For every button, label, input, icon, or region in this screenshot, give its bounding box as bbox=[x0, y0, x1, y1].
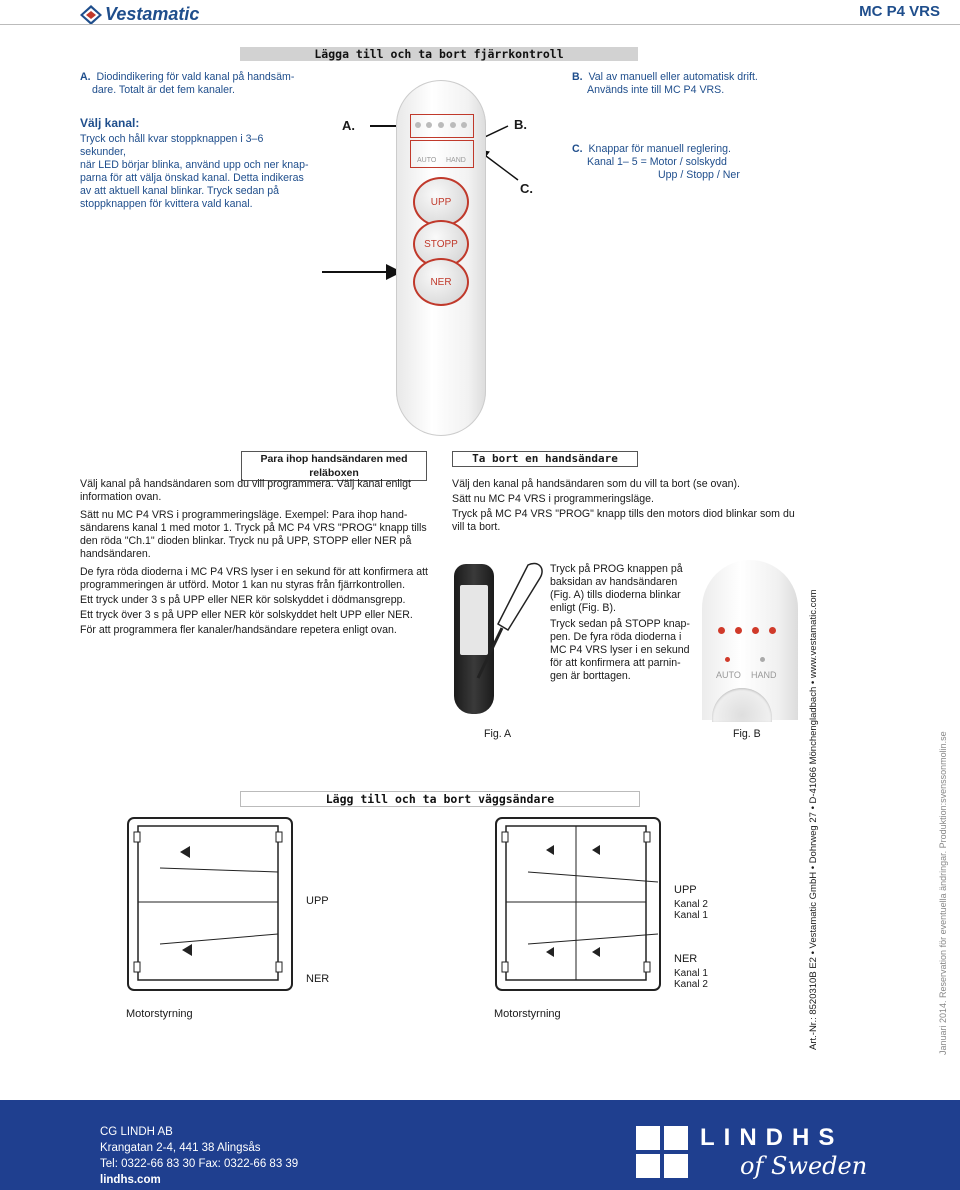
note-b-line2: Används inte till MC P4 VRS. bbox=[587, 84, 725, 96]
led-4 bbox=[450, 122, 456, 128]
pair-p3-l2: programmeringen är utförd. Motor 1 kan nu styras från fjärrkontrollen. bbox=[80, 579, 406, 591]
footer-contact bbox=[100, 1124, 298, 1188]
valj-kanal-line: av att aktuell kanal blinkar. Tryck sedan på bbox=[80, 185, 280, 197]
pair-p6: För att programmera fler kanaler/handsändare repetera enligt ovan. bbox=[80, 624, 397, 636]
led-2 bbox=[426, 122, 432, 128]
remote-stopp-label: STOPP bbox=[424, 238, 458, 250]
model-title: MC P4 VRS bbox=[859, 3, 940, 20]
valj-kanal-line: Tryck och håll kvar stoppknappen i 3–6 sekunder, bbox=[80, 133, 264, 158]
remove-p2: Sätt nu MC P4 VRS i programmeringsläge. bbox=[452, 493, 654, 505]
pair-p1-l1: Välj kanal på handsändaren som du vill programmera. Välj kanal enligt bbox=[80, 478, 411, 490]
fig-b-caption: Fig. B bbox=[733, 728, 761, 740]
note-c-letter: C. bbox=[572, 143, 583, 155]
wall-left-ner: NER bbox=[306, 973, 330, 985]
section-title-pair: Para ihop handsändaren med reläboxen bbox=[241, 451, 427, 481]
pair-p2-l1: Sätt nu MC P4 VRS i programmeringsläge. Exempel: Para ihop hand- bbox=[80, 509, 408, 521]
footer-web[interactable]: lindhs.com bbox=[100, 1174, 161, 1186]
header-rule bbox=[0, 24, 960, 25]
wall-right-ner-k1: Kanal 1 bbox=[674, 968, 708, 979]
pair-p2-l2: sändarens kanal 1 med motor 1. Tryck på MC P4 VRS "PROG" knapp tills bbox=[80, 522, 427, 534]
wall-right-upp-k1: Kanal 1 bbox=[674, 910, 708, 921]
fig-instr-line: enligt (Fig. B). bbox=[550, 602, 616, 614]
pair-p4: Ett tryck under 3 s på UPP eller NER kör solskyddet i dödmansgrepp. bbox=[80, 594, 406, 606]
fig-instr-line: Tryck sedan på STOPP knap- bbox=[550, 618, 690, 630]
pair-p1-l2: information ovan. bbox=[80, 491, 162, 503]
fig-instr-line: för att konfirmera att parnin- bbox=[550, 657, 681, 669]
brand-name: Vestamatic bbox=[105, 4, 200, 24]
remove-p1: Välj den kanal på handsändaren som du vill ta bort (se ovan). bbox=[452, 478, 740, 490]
wall-right-ner-k2: Kanal 2 bbox=[674, 979, 708, 990]
footer-name: CG LINDH AB bbox=[100, 1126, 173, 1138]
fig-instructions bbox=[550, 563, 695, 683]
fig-b-led-3 bbox=[752, 627, 759, 634]
pair-p5: Ett tryck över 3 s på UPP eller NER kör solskyddet helt UPP eller NER. bbox=[80, 609, 413, 621]
note-b-letter: B. bbox=[572, 71, 583, 83]
footer-phone: Tel: 0322-66 83 30 Fax: 0322-66 83 39 bbox=[100, 1158, 299, 1170]
pair-p2-l3: den röda "Ch.1" dioden blinkar. Tryck nu på UPP, STOPP eller NER på bbox=[80, 535, 412, 547]
valj-kanal-line: stoppknappen för kvittera vald kanal. bbox=[80, 198, 253, 210]
remote-ner-button[interactable] bbox=[413, 258, 469, 306]
fig-instr-line: Tryck på PROG knappen på bbox=[550, 563, 683, 575]
section-title-wall: Lägg till och ta bort väggsändare bbox=[240, 791, 640, 807]
wall-right-ner: NER bbox=[674, 953, 698, 965]
pair-p2-l4: handsändaren. bbox=[80, 548, 151, 560]
fig-b-led-1 bbox=[718, 627, 725, 634]
fig-b-hand: HAND bbox=[751, 670, 777, 680]
footer-address: Krangatan 2-4, 441 38 Alingsås bbox=[100, 1142, 261, 1154]
valj-kanal-line: parna för att välja önskad kanal. Detta indikeras bbox=[80, 172, 304, 184]
fig-a-caption: Fig. A bbox=[484, 728, 512, 740]
remote-label-c: C. bbox=[520, 181, 533, 196]
remote-auto-label: AUTO bbox=[417, 157, 437, 164]
fig-b-led-4 bbox=[769, 627, 776, 634]
note-c bbox=[572, 143, 792, 182]
fig-instr-line: gen är borttagen. bbox=[550, 670, 631, 682]
lindhs-logo-icon bbox=[636, 1126, 690, 1180]
wall-right-upp: UPP bbox=[674, 884, 697, 896]
valj-kanal-line: när LED börjar blinka, använd upp och ner knap- bbox=[80, 159, 309, 171]
lindhs-logo-script: of Sweden bbox=[740, 1152, 868, 1180]
side-company-info: Art.-Nr.: 8520310B E2 • Vestamatic GmbH • Dohrweg 27 • D-41066 Mönchengladbach • www.vestamatic.com bbox=[808, 589, 819, 1050]
remote-label-a: A. bbox=[342, 118, 355, 133]
vestamatic-logo-icon bbox=[80, 5, 102, 25]
pair-p3-l1: De fyra röda dioderna i MC P4 VRS lyser i en sekund för att konfirmera att bbox=[80, 566, 428, 578]
fig-b-led-auto bbox=[725, 657, 730, 662]
led-3 bbox=[438, 122, 444, 128]
fig-instr-line: MC P4 VRS lyser i en sekund bbox=[550, 644, 690, 656]
note-a-letter: A. bbox=[80, 71, 91, 83]
led-1 bbox=[415, 122, 421, 128]
wall-switch-left bbox=[120, 812, 300, 1002]
remote-label-b: B. bbox=[514, 117, 527, 132]
note-a-line1: Diodindikering för vald kanal på handsäm- bbox=[96, 71, 295, 83]
wall-left-upp: UPP bbox=[306, 895, 329, 907]
pair-text bbox=[80, 478, 435, 637]
led-5 bbox=[461, 122, 467, 128]
valj-kanal bbox=[80, 116, 310, 211]
note-c-line3: Upp / Stopp / Ner bbox=[658, 169, 740, 181]
note-c-line1: Knappar för manuell reglering. bbox=[588, 143, 731, 155]
note-a-line2: dare. Totalt är det fem kanaler. bbox=[92, 84, 235, 96]
remote-upp-label: UPP bbox=[430, 196, 452, 208]
fig-b-auto: AUTO bbox=[716, 670, 741, 680]
section-title-remove: Ta bort en handsändare bbox=[452, 451, 638, 467]
fig-b-led-2 bbox=[735, 627, 742, 634]
wall-right-upp-k2: Kanal 2 bbox=[674, 899, 708, 910]
note-b-line1: Val av manuell eller automatisk drift. bbox=[588, 71, 758, 83]
note-c-line2: Kanal 1– 5 = Motor / solskydd bbox=[587, 156, 727, 168]
fig-instr-line: pen. De fyra röda dioderna i bbox=[550, 631, 682, 643]
wall-left-caption: Motorstyrning bbox=[126, 1008, 193, 1020]
lindhs-logo-text: LINDHS bbox=[700, 1124, 844, 1151]
fig-b-led-hand bbox=[760, 657, 765, 662]
remove-p3-l1: Tryck på MC P4 VRS "PROG" knapp tills den motors diod blinkar som du bbox=[452, 508, 795, 520]
section-title-remote: Lägga till och ta bort fjärrkontroll bbox=[240, 47, 638, 61]
fig-instr-line: (Fig. A) tills dioderna blinkar bbox=[550, 589, 681, 601]
screwdriver-icon bbox=[468, 560, 548, 690]
wall-switch-right bbox=[488, 812, 668, 1002]
fig-instr-line: baksidan av handsändaren bbox=[550, 576, 678, 588]
remote-hand-label: HAND bbox=[446, 157, 466, 164]
remote-ner-label: NER bbox=[430, 276, 452, 288]
remove-text bbox=[452, 478, 802, 534]
footer bbox=[0, 1100, 960, 1190]
note-b bbox=[572, 71, 792, 97]
wall-right-caption: Motorstyrning bbox=[494, 1008, 561, 1020]
side-note: Januari 2014. Reservation för eventuella ändringar. Produktion:svenssonmolin.se bbox=[938, 731, 948, 1055]
note-a bbox=[80, 71, 310, 97]
remove-p3-l2: vill ta bort. bbox=[452, 521, 501, 533]
valj-kanal-title: Välj kanal: bbox=[80, 116, 140, 130]
